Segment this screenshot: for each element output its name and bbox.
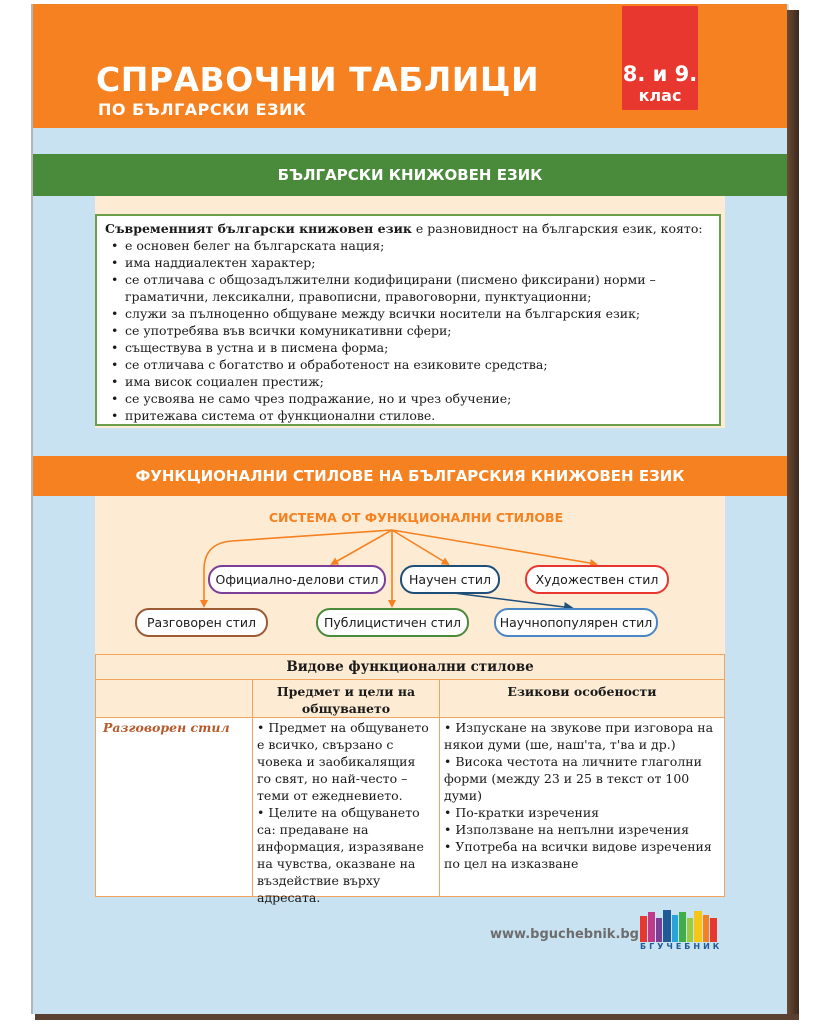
list-item: • Предмет на общуването е всичко, свързано с човека и заобикалящия го свят, но най-често – теми от ежедневието. xyxy=(257,720,429,803)
book-subtitle: ПО БЪЛГАРСКИ ЕЗИК xyxy=(98,100,307,119)
list-item: • се отличава с общозадължителни кодифицирани (писмено фиксирани) норми – граматични, лексикални, правописни, правоговорни, пунктуационни; xyxy=(121,271,711,305)
list-item: • се отличава с богатство и обработеност на езиковите средства; xyxy=(121,356,711,373)
section-heading-functional-styles: ФУНКЦИОНАЛНИ СТИЛОВЕ НА БЪЛГАРСКИЯ КНИЖОВЕН ЕЗИК xyxy=(33,456,787,496)
definition-term: Съвременният български книжовен език xyxy=(105,221,412,236)
table-header-empty xyxy=(96,680,252,718)
list-item: • Изпускане на звукове при изговора на някои думи (ше, наш'та, т'ва и др.) xyxy=(444,720,714,752)
list-item: • По-кратки изречения xyxy=(444,805,600,820)
row-label-colloquial: Разговорен стил xyxy=(103,720,230,735)
arrow-to-official xyxy=(332,530,392,564)
section-heading-literary-language: БЪЛГАРСКИ КНИЖОВЕН ЕЗИК xyxy=(33,154,787,196)
style-journalistic: Публицистичен стил xyxy=(316,608,469,637)
style-artistic: Художествен стил xyxy=(525,565,669,594)
style-colloquial: Разговорен стил xyxy=(135,608,268,637)
table-header-features: Езикови особености xyxy=(440,680,724,718)
functional-styles-table xyxy=(95,654,725,905)
cell-subject-goals xyxy=(257,719,433,906)
list-item: • се усвоява не само чрез подражание, но и чрез обучение; xyxy=(121,390,711,407)
list-item: • има висок социален престиж; xyxy=(121,373,711,390)
grade-number: 8. и 9. xyxy=(622,62,698,86)
column-divider xyxy=(252,680,253,896)
publisher-url[interactable]: www.bguchebnik.bg xyxy=(490,927,639,942)
list-item: • Употреба на всички видове изречения по цел на изказване xyxy=(444,839,712,871)
definition-text: е разновидност на българския език, която: xyxy=(411,221,703,236)
style-scientific: Научен стил xyxy=(400,565,500,594)
list-item: • притежава система от функционални стилове. xyxy=(121,407,711,424)
publisher-logo-text: БГУЧЕБНИК xyxy=(640,942,723,951)
list-item: • Използване на непълни изречения xyxy=(444,822,689,837)
list-item: • се употребява във всички комуникативни сфери; xyxy=(121,322,711,339)
table-header-subject: Предмет и цели на общуването xyxy=(253,680,439,718)
column-divider xyxy=(439,680,440,896)
list-item: • съществува в устна и в писмена форма; xyxy=(121,339,711,356)
cell-language-features xyxy=(444,719,716,872)
list-item: • служи за пълноценно общуване между всички носители на българския език; xyxy=(121,305,711,322)
arrow-scientific-to-popular xyxy=(446,592,572,608)
list-item: • има наддиалектен характер; xyxy=(121,254,711,271)
arrow-to-artistic xyxy=(392,530,596,564)
book-title: СПРАВОЧНИ ТАБЛИЦИ xyxy=(96,60,540,99)
list-item: • Висока честота на личните глаголни форми (между 23 и 25 в текст от 100 думи) xyxy=(444,754,702,803)
style-popular-science: Научнопопулярен стил xyxy=(494,608,658,637)
grade-word: клас xyxy=(638,86,682,105)
style-system-title: СИСТЕМА ОТ ФУНКЦИОНАЛНИ СТИЛОВЕ xyxy=(268,510,564,525)
style-official: Официално-делови стил xyxy=(208,565,386,594)
list-item: • Целите на общуването са: предаване на информация, изразяване на чувства, оказване на въздействие върху адресата. xyxy=(257,805,424,905)
list-item: • е основен белег на българската нация; xyxy=(121,237,711,254)
table-caption: Видове функционални стилове xyxy=(96,655,724,680)
